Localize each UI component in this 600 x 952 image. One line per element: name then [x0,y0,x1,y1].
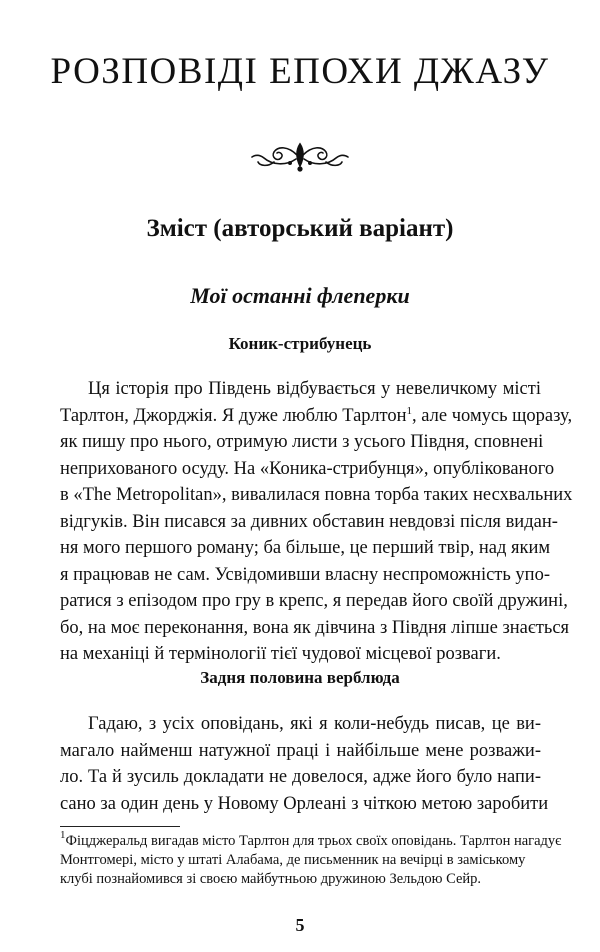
ornamental-divider-icon [250,138,350,172]
text-line: бо, на моє переконання, вона як дівчина з Півдня ліпше знається [60,617,570,638]
footnote-line: $^1$Фіцджеральд вигадав місто Тарлтон для трьох своїх оповідань. Тарлтон нагадує [60,829,562,849]
text-line: ня мого першого роману; ба більше, це перший твір, над яким [60,538,551,558]
toc-title: Зміст (авторський варіант) [146,215,454,242]
story-heading: Задня половина верблюда [200,668,400,687]
text-line: магало найменш натужної праці і найбільше мене розважи- [60,740,541,761]
text-line: ратися з епізодом про гру в крепс, я передав його своїй дружині, [60,591,568,611]
footnote-divider [60,826,180,827]
book-title: РОЗПОВІДІ ЕПОХИ ДЖАЗУ [50,51,550,92]
story-paragraph [60,376,573,668]
story-heading: Коник-стрибунець [228,334,372,353]
text-line: я працював не сам. Усвідомивши власну неспроможність упо- [60,564,550,585]
text-line: неприхованого осуду. На «Коника-стрибунця», опублікованого [60,458,555,479]
footnote-marker[interactable]: 1 [406,404,413,417]
footnote [60,829,562,889]
text-line: в «The Metropolitan», вивалилася повна торба таких несхвальних [60,485,573,505]
section-title: Мої останні флеперки [190,283,410,308]
page-number: 5 [295,915,305,935]
text-line: Гадаю, з усіх оповідань, які я коли-небудь писав, це ви- [88,714,541,734]
story-paragraph [60,711,549,817]
text-line: Тарлтон, Джорджія. Я дуже люблю Тарлтон$^1$, але чомусь щоразу, [60,404,573,426]
text-line: відгуків. Він писався за дивних обставин невдовзі після видан- [60,511,558,532]
text-line: на механіці й термінології тієї чудової місцевої розваги. [60,644,501,664]
text-line: ло. Та й зусиль докладати не довелося, адже його було напи- [60,767,541,787]
text-line: Ця історія про Південь відбувається у невеличкому місті [88,379,541,399]
text-line: сано за один день у Новому Орлеані з чіткою метою заробити [60,793,549,814]
footnote-line: Монтгомері, місто у штаті Алабама, де письменник на вечірці в заміському [60,852,526,868]
footnote-number: 1 [60,829,66,841]
text-line: як пишу про нього, отримую листи з усього Півдня, сповнені [60,432,544,452]
footnote-line: клубі познайомився зі своєю майбутньою дружиною Зельдою Сейр. [60,871,482,887]
